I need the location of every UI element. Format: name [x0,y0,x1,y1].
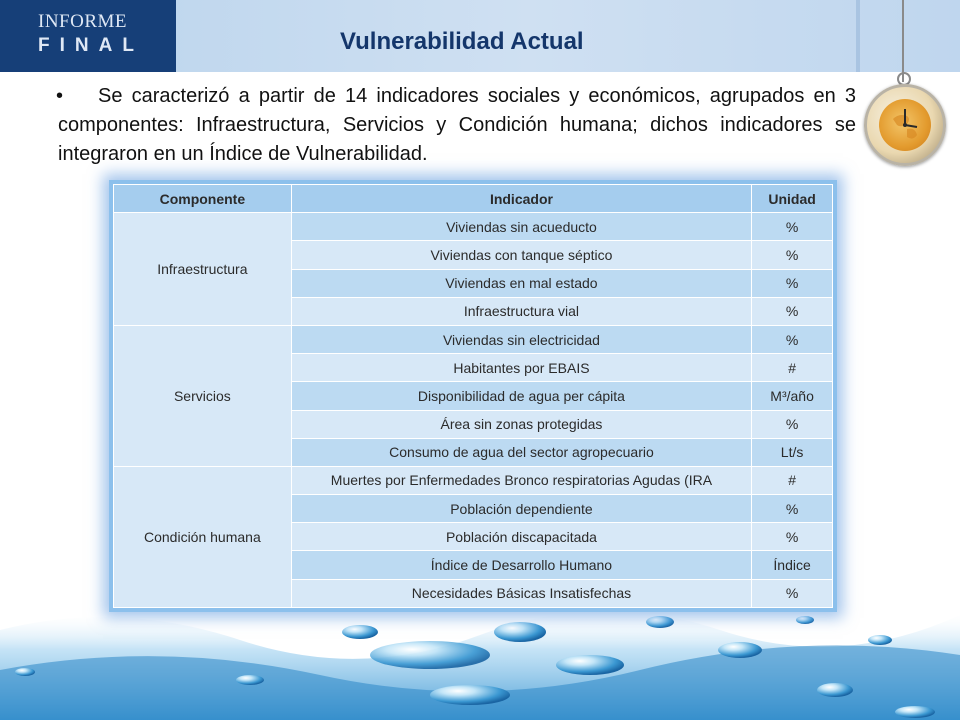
indicator-cell: Viviendas en mal estado [291,269,751,297]
header-unidad: Unidad [752,185,833,213]
indicator-cell: Área sin zonas protegidas [291,410,751,438]
unit-cell: % [752,325,833,353]
header-indicador: Indicador [291,185,751,213]
pocket-watch-icon [860,0,960,180]
unit-cell: % [752,495,833,523]
table-header-row [114,185,833,213]
watch-case [864,84,946,166]
component-cell: Infraestructura [114,213,292,326]
table-row [114,325,833,353]
indicator-cell: Habitantes por EBAIS [291,354,751,382]
unit-cell: % [752,410,833,438]
indicators-table-frame [109,180,837,612]
unit-cell: % [752,269,833,297]
watch-chain [902,0,904,82]
slide-title: Vulnerabilidad Actual [340,28,584,55]
unit-cell: % [752,297,833,325]
logo-line1: INFORME [38,11,128,32]
indicator-cell: Infraestructura vial [291,297,751,325]
indicator-cell: Viviendas con tanque séptico [291,241,751,269]
watch-hands-icon [879,99,931,151]
table-row [114,213,833,241]
unit-cell: % [752,579,833,607]
logo-line2: FINAL [38,35,144,56]
indicator-cell: Viviendas sin electricidad [291,325,751,353]
bullet-paragraph [58,82,856,169]
table-row [114,466,833,494]
bullet-text: Se caracterizó a partir de 14 indicadores sociales y económicos, agrupados en 3 componentes: Infraestructura, Servicios y Condición humana; dichos indicadores se integraron en un Índice de Vulnerabilidad. [58,85,856,165]
unit-cell: Lt/s [752,438,833,466]
indicator-cell: Disponibilidad de agua per cápita [291,382,751,410]
indicator-cell: Muertes por Enfermedades Bronco respiratorias Agudas (IRA [291,466,751,494]
indicator-cell: Viviendas sin acueducto [291,213,751,241]
component-cell: Servicios [114,325,292,466]
indicator-cell: Índice de Desarrollo Humano [291,551,751,579]
indicator-cell: Necesidades Básicas Insatisfechas [291,579,751,607]
unit-cell: % [752,241,833,269]
unit-cell: Índice [752,551,833,579]
component-cell: Condición humana [114,466,292,607]
unit-cell: # [752,466,833,494]
watch-face [879,99,931,151]
unit-cell: % [752,213,833,241]
header-componente: Componente [114,185,292,213]
informe-final-logo [0,0,176,72]
bullet-symbol: • [56,85,64,107]
indicators-table [113,184,833,608]
indicator-cell: Población dependiente [291,495,751,523]
indicator-cell: Consumo de agua del sector agropecuario [291,438,751,466]
unit-cell: % [752,523,833,551]
unit-cell: # [752,354,833,382]
header-bar [0,0,960,72]
unit-cell: M³/año [752,382,833,410]
indicator-cell: Población discapacitada [291,523,751,551]
